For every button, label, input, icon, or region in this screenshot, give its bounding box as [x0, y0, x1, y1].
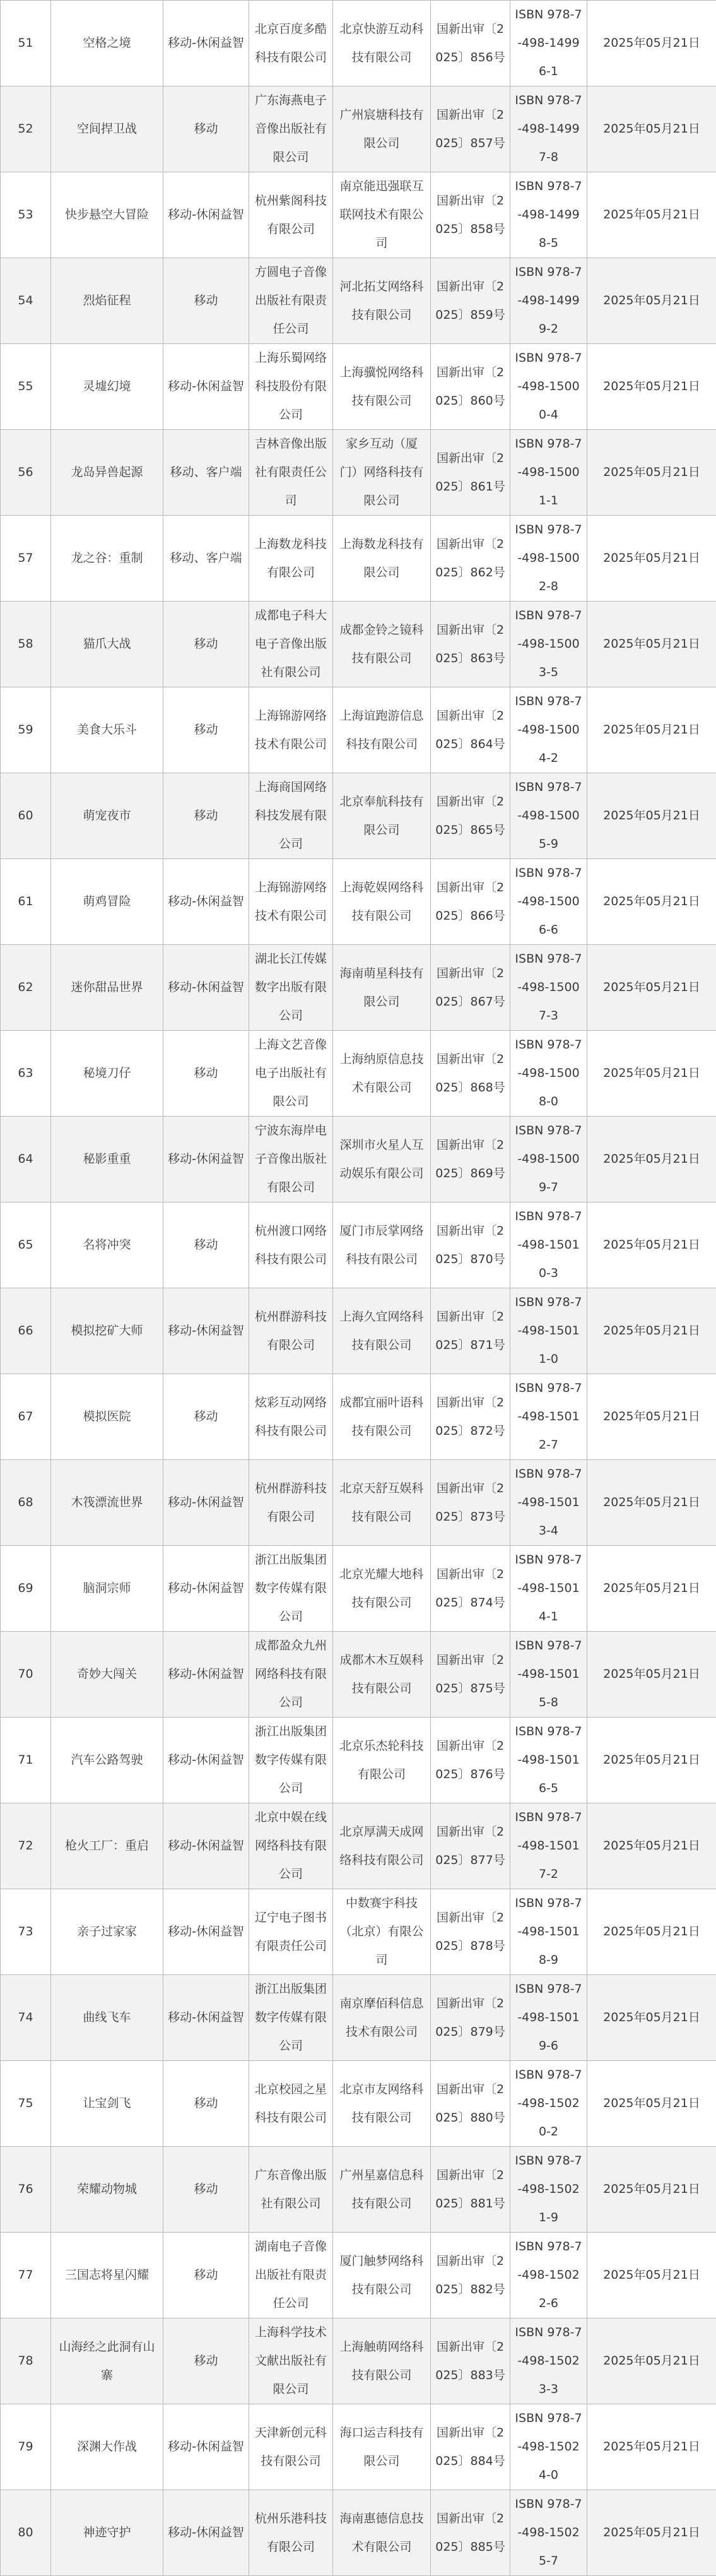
game-category-cell: 移动-休闲益智 — [163, 172, 249, 258]
approval-number-cell: 国新出审〔2025〕865号 — [431, 773, 510, 859]
row-number-cell: 75 — [1, 2061, 51, 2147]
operator-name-cell: 上海久宜网络科技有限公司 — [333, 1288, 431, 1374]
row-number-cell: 66 — [1, 1288, 51, 1374]
table-row — [1, 1803, 716, 1889]
publisher-name-cell: 成都电子科大电子音像出版社有限公司 — [249, 602, 333, 687]
game-category-cell: 移动 — [163, 2061, 249, 2147]
row-number-cell: 54 — [1, 258, 51, 344]
isbn-number-cell: ISBN 978-7-498-15019-6 — [510, 1975, 587, 2061]
table-row — [1, 1632, 716, 1718]
publisher-name-cell: 湖北长江传媒数字出版有限公司 — [249, 945, 333, 1031]
game-name-cell: 快步悬空大冒险 — [51, 172, 163, 258]
game-name-cell: 名将冲突 — [51, 1202, 163, 1288]
approval-number-cell: 国新出审〔2025〕861号 — [431, 430, 510, 516]
operator-name-cell: 上海数龙科技有限公司 — [333, 516, 431, 602]
approval-number-cell: 国新出审〔2025〕881号 — [431, 2147, 510, 2233]
table-row — [1, 1202, 716, 1288]
publisher-name-cell: 浙江出版集团数字传媒有限公司 — [249, 1546, 333, 1632]
publisher-name-cell: 北京百度多酷科技有限公司 — [249, 1, 333, 86]
approval-date-cell: 2025年05月21日 — [587, 1374, 716, 1460]
approval-date-cell: 2025年05月21日 — [587, 1546, 716, 1632]
isbn-number-cell: ISBN 978-7-498-15000-4 — [510, 344, 587, 430]
game-name-cell: 秘影重重 — [51, 1117, 163, 1202]
isbn-number-cell: ISBN 978-7-498-15024-0 — [510, 2404, 587, 2490]
game-name-cell: 龙之谷：重制 — [51, 516, 163, 602]
publisher-name-cell: 天津新创元科技有限公司 — [249, 2404, 333, 2490]
approval-date-cell: 2025年05月21日 — [587, 86, 716, 172]
publisher-name-cell: 上海科学技术文献出版社有限公司 — [249, 2318, 333, 2404]
row-number-cell: 78 — [1, 2318, 51, 2404]
isbn-number-cell: ISBN 978-7-498-15025-7 — [510, 2490, 587, 2576]
game-name-cell: 美食大乐斗 — [51, 687, 163, 773]
operator-name-cell: 成都木木互娱科技有限公司 — [333, 1632, 431, 1718]
operator-name-cell: 北京天舒互娱科技有限公司 — [333, 1460, 431, 1546]
isbn-number-cell: ISBN 978-7-498-15001-1 — [510, 430, 587, 516]
isbn-number-cell: ISBN 978-7-498-14999-2 — [510, 258, 587, 344]
row-number-cell: 65 — [1, 1202, 51, 1288]
row-number-cell: 68 — [1, 1460, 51, 1546]
approval-date-cell: 2025年05月21日 — [587, 2490, 716, 2576]
operator-name-cell: 中数赛宇科技（北京）有限公司 — [333, 1889, 431, 1975]
isbn-number-cell: ISBN 978-7-498-15016-5 — [510, 1718, 587, 1803]
game-category-cell: 移动 — [163, 1374, 249, 1460]
game-category-cell: 移动-休闲益智 — [163, 1288, 249, 1374]
table-row — [1, 2318, 716, 2404]
game-category-cell: 移动 — [163, 773, 249, 859]
game-category-cell: 移动 — [163, 1031, 249, 1117]
operator-name-cell: 家乡互动（厦门）网络科技有限公司 — [333, 430, 431, 516]
publisher-name-cell: 浙江出版集团数字传媒有限公司 — [249, 1975, 333, 2061]
game-category-cell: 移动 — [163, 86, 249, 172]
row-number-cell: 70 — [1, 1632, 51, 1718]
table-row — [1, 1460, 716, 1546]
isbn-number-cell: ISBN 978-7-498-15010-3 — [510, 1202, 587, 1288]
approval-number-cell: 国新出审〔2025〕864号 — [431, 687, 510, 773]
game-name-cell: 神迹守护 — [51, 2490, 163, 2576]
approval-number-cell: 国新出审〔2025〕877号 — [431, 1803, 510, 1889]
approval-date-cell: 2025年05月21日 — [587, 430, 716, 516]
publisher-name-cell: 上海锦游网络技术有限公司 — [249, 687, 333, 773]
table-row — [1, 1718, 716, 1803]
operator-name-cell: 北京乐杰轮科技有限公司 — [333, 1718, 431, 1803]
approval-date-cell: 2025年05月21日 — [587, 258, 716, 344]
row-number-cell: 56 — [1, 430, 51, 516]
approval-date-cell: 2025年05月21日 — [587, 516, 716, 602]
operator-name-cell: 南京能迅强联互联网技术有限公司 — [333, 172, 431, 258]
row-number-cell: 79 — [1, 2404, 51, 2490]
isbn-number-cell: ISBN 978-7-498-15012-7 — [510, 1374, 587, 1460]
table-row — [1, 1374, 716, 1460]
game-category-cell: 移动 — [163, 2147, 249, 2233]
table-row — [1, 687, 716, 773]
isbn-number-cell: ISBN 978-7-498-15018-9 — [510, 1889, 587, 1975]
table-row — [1, 344, 716, 430]
approval-number-cell: 国新出审〔2025〕883号 — [431, 2318, 510, 2404]
approval-date-cell: 2025年05月21日 — [587, 2404, 716, 2490]
approval-date-cell: 2025年05月21日 — [587, 2061, 716, 2147]
publisher-name-cell: 上海文艺音像电子出版社有限公司 — [249, 1031, 333, 1117]
publisher-name-cell: 杭州乐港科技有限公司 — [249, 2490, 333, 2576]
table-row — [1, 859, 716, 945]
approval-date-cell: 2025年05月21日 — [587, 1632, 716, 1718]
isbn-number-cell: ISBN 978-7-498-15002-8 — [510, 516, 587, 602]
operator-name-cell: 上海纳原信息技术有限公司 — [333, 1031, 431, 1117]
isbn-number-cell: ISBN 978-7-498-15011-0 — [510, 1288, 587, 1374]
publisher-name-cell: 炫彩互动网络科技有限公司 — [249, 1374, 333, 1460]
publisher-name-cell: 宁波东海岸电子音像出版社有限公司 — [249, 1117, 333, 1202]
table-row — [1, 1117, 716, 1202]
operator-name-cell: 海口运吉科技有限公司 — [333, 2404, 431, 2490]
approval-date-cell: 2025年05月21日 — [587, 1, 716, 86]
table-row — [1, 430, 716, 516]
row-number-cell: 57 — [1, 516, 51, 602]
operator-name-cell: 厦门触梦网络科技有限公司 — [333, 2233, 431, 2318]
approval-number-cell: 国新出审〔2025〕884号 — [431, 2404, 510, 2490]
game-name-cell: 枪火工厂：重启 — [51, 1803, 163, 1889]
table-row — [1, 2490, 716, 2576]
game-category-cell: 移动-休闲益智 — [163, 1460, 249, 1546]
table-row — [1, 2147, 716, 2233]
isbn-number-cell: ISBN 978-7-498-15015-8 — [510, 1632, 587, 1718]
row-number-cell: 62 — [1, 945, 51, 1031]
operator-name-cell: 成都金铃之镜科技有限公司 — [333, 602, 431, 687]
approval-number-cell: 国新出审〔2025〕879号 — [431, 1975, 510, 2061]
approval-date-cell: 2025年05月21日 — [587, 344, 716, 430]
isbn-number-cell: ISBN 978-7-498-15013-4 — [510, 1460, 587, 1546]
game-name-cell: 山海经之此洞有山寨 — [51, 2318, 163, 2404]
table-row — [1, 945, 716, 1031]
game-name-cell: 空格之境 — [51, 1, 163, 86]
game-name-cell: 烈焰征程 — [51, 258, 163, 344]
game-category-cell: 移动-休闲益智 — [163, 2404, 249, 2490]
operator-name-cell: 北京快游互动科技有限公司 — [333, 1, 431, 86]
operator-name-cell: 上海乾娱网络科技有限公司 — [333, 859, 431, 945]
row-number-cell: 69 — [1, 1546, 51, 1632]
game-name-cell: 亲子过家家 — [51, 1889, 163, 1975]
game-name-cell: 猫爪大战 — [51, 602, 163, 687]
publisher-name-cell: 成都盈众九州网络科技有限公司 — [249, 1632, 333, 1718]
table-row — [1, 1889, 716, 1975]
game-category-cell: 移动-休闲益智 — [163, 1117, 249, 1202]
isbn-number-cell: ISBN 978-7-498-15020-2 — [510, 2061, 587, 2147]
publisher-name-cell: 吉林音像出版社有限责任公司 — [249, 430, 333, 516]
approval-date-cell: 2025年05月21日 — [587, 1889, 716, 1975]
publisher-name-cell: 杭州紫阁科技有限公司 — [249, 172, 333, 258]
approval-date-cell: 2025年05月21日 — [587, 2147, 716, 2233]
isbn-number-cell: ISBN 978-7-498-15021-9 — [510, 2147, 587, 2233]
approval-date-cell: 2025年05月21日 — [587, 1202, 716, 1288]
operator-name-cell: 北京光耀大地科技有限公司 — [333, 1546, 431, 1632]
game-category-cell: 移动-休闲益智 — [163, 344, 249, 430]
approval-date-cell: 2025年05月21日 — [587, 1117, 716, 1202]
table-row — [1, 258, 716, 344]
row-number-cell: 59 — [1, 687, 51, 773]
game-category-cell: 移动 — [163, 2233, 249, 2318]
row-number-cell: 80 — [1, 2490, 51, 2576]
table-row — [1, 1975, 716, 2061]
row-number-cell: 55 — [1, 344, 51, 430]
publisher-name-cell: 杭州渡口网络科技有限公司 — [249, 1202, 333, 1288]
publisher-name-cell: 广东音像出版社有限公司 — [249, 2147, 333, 2233]
publisher-name-cell: 上海锦游网络技术有限公司 — [249, 859, 333, 945]
publisher-name-cell: 上海商国网络科技发展有限公司 — [249, 773, 333, 859]
table-row — [1, 1288, 716, 1374]
operator-name-cell: 上海触萌网络科技有限公司 — [333, 2318, 431, 2404]
approval-number-cell: 国新出审〔2025〕863号 — [431, 602, 510, 687]
approval-number-cell: 国新出审〔2025〕860号 — [431, 344, 510, 430]
approval-number-cell: 国新出审〔2025〕871号 — [431, 1288, 510, 1374]
game-name-cell: 脑洞宗师 — [51, 1546, 163, 1632]
approval-number-cell: 国新出审〔2025〕873号 — [431, 1460, 510, 1546]
row-number-cell: 61 — [1, 859, 51, 945]
row-number-cell: 53 — [1, 172, 51, 258]
row-number-cell: 67 — [1, 1374, 51, 1460]
isbn-number-cell: ISBN 978-7-498-15014-1 — [510, 1546, 587, 1632]
game-category-cell: 移动-休闲益智 — [163, 859, 249, 945]
table-row — [1, 602, 716, 687]
game-name-cell: 深渊大作战 — [51, 2404, 163, 2490]
approval-number-cell: 国新出审〔2025〕878号 — [431, 1889, 510, 1975]
table-row — [1, 2233, 716, 2318]
approval-number-cell: 国新出审〔2025〕870号 — [431, 1202, 510, 1288]
publisher-name-cell: 上海乐蜀网络科技股份有限公司 — [249, 344, 333, 430]
isbn-number-cell: ISBN 978-7-498-15009-7 — [510, 1117, 587, 1202]
game-name-cell: 萌鸡冒险 — [51, 859, 163, 945]
table-body — [1, 1, 716, 2576]
game-category-cell: 移动-休闲益智 — [163, 945, 249, 1031]
approval-date-cell: 2025年05月21日 — [587, 1031, 716, 1117]
game-category-cell: 移动-休闲益智 — [163, 1975, 249, 2061]
approval-number-cell: 国新出审〔2025〕862号 — [431, 516, 510, 602]
operator-name-cell: 广州星嘉信息科技有限公司 — [333, 2147, 431, 2233]
approval-number-cell: 国新出审〔2025〕866号 — [431, 859, 510, 945]
isbn-number-cell: ISBN 978-7-498-14998-5 — [510, 172, 587, 258]
approval-date-cell: 2025年05月21日 — [587, 1460, 716, 1546]
game-category-cell: 移动-休闲益智 — [163, 1, 249, 86]
isbn-number-cell: ISBN 978-7-498-15022-6 — [510, 2233, 587, 2318]
operator-name-cell: 北京奉航科技有限公司 — [333, 773, 431, 859]
approval-date-cell: 2025年05月21日 — [587, 602, 716, 687]
publisher-name-cell: 浙江出版集团数字传媒有限公司 — [249, 1718, 333, 1803]
approval-date-cell: 2025年05月21日 — [587, 1718, 716, 1803]
game-category-cell: 移动-休闲益智 — [163, 1803, 249, 1889]
approval-number-cell: 国新出审〔2025〕875号 — [431, 1632, 510, 1718]
isbn-number-cell: ISBN 978-7-498-15003-5 — [510, 602, 587, 687]
approval-date-cell: 2025年05月21日 — [587, 2318, 716, 2404]
publisher-name-cell: 广东海燕电子音像出版社有限公司 — [249, 86, 333, 172]
game-name-cell: 模拟挖矿大师 — [51, 1288, 163, 1374]
game-name-cell: 汽车公路驾驶 — [51, 1718, 163, 1803]
operator-name-cell: 河北拓艾网络科技有限公司 — [333, 258, 431, 344]
table-row — [1, 1, 716, 86]
game-category-cell: 移动-休闲益智 — [163, 1889, 249, 1975]
row-number-cell: 73 — [1, 1889, 51, 1975]
isbn-number-cell: ISBN 978-7-498-15008-0 — [510, 1031, 587, 1117]
isbn-number-cell: ISBN 978-7-498-15023-3 — [510, 2318, 587, 2404]
approval-date-cell: 2025年05月21日 — [587, 945, 716, 1031]
operator-name-cell: 厦门市辰掌网络科技有限公司 — [333, 1202, 431, 1288]
operator-name-cell: 成都宜丽叶语科技有限公司 — [333, 1374, 431, 1460]
operator-name-cell: 上海谊跑游信息科技有限公司 — [333, 687, 431, 773]
approval-date-cell: 2025年05月21日 — [587, 172, 716, 258]
publisher-name-cell: 辽宁电子图书有限责任公司 — [249, 1889, 333, 1975]
publisher-name-cell: 北京校园之星科技有限公司 — [249, 2061, 333, 2147]
operator-name-cell: 深圳市火星人互动娱乐有限公司 — [333, 1117, 431, 1202]
row-number-cell: 71 — [1, 1718, 51, 1803]
game-category-cell: 移动-休闲益智 — [163, 1718, 249, 1803]
approval-date-cell: 2025年05月21日 — [587, 2233, 716, 2318]
row-number-cell: 52 — [1, 86, 51, 172]
game-category-cell: 移动 — [163, 687, 249, 773]
isbn-number-cell: ISBN 978-7-498-14997-8 — [510, 86, 587, 172]
isbn-number-cell: ISBN 978-7-498-15006-6 — [510, 859, 587, 945]
approval-date-cell: 2025年05月21日 — [587, 773, 716, 859]
game-name-cell: 荣耀动物城 — [51, 2147, 163, 2233]
table-row — [1, 2404, 716, 2490]
publisher-name-cell: 北京中娱在线网络科技有限公司 — [249, 1803, 333, 1889]
approval-number-cell: 国新出审〔2025〕880号 — [431, 2061, 510, 2147]
operator-name-cell: 海南惠德信息技术有限公司 — [333, 2490, 431, 2576]
row-number-cell: 60 — [1, 773, 51, 859]
row-number-cell: 77 — [1, 2233, 51, 2318]
table-row — [1, 1031, 716, 1117]
approval-number-cell: 国新出审〔2025〕867号 — [431, 945, 510, 1031]
operator-name-cell: 上海骥悦网络科技有限公司 — [333, 344, 431, 430]
operator-name-cell: 北京厚满天成网络科技有限公司 — [333, 1803, 431, 1889]
approval-number-cell: 国新出审〔2025〕874号 — [431, 1546, 510, 1632]
game-name-cell: 奇妙大闯关 — [51, 1632, 163, 1718]
approval-number-cell: 国新出审〔2025〕868号 — [431, 1031, 510, 1117]
table-row — [1, 1546, 716, 1632]
game-category-cell: 移动 — [163, 602, 249, 687]
game-name-cell: 模拟医院 — [51, 1374, 163, 1460]
operator-name-cell: 广州宸塘科技有限公司 — [333, 86, 431, 172]
game-category-cell: 移动-休闲益智 — [163, 1546, 249, 1632]
table-row — [1, 86, 716, 172]
publisher-name-cell: 上海数龙科技有限公司 — [249, 516, 333, 602]
isbn-number-cell: ISBN 978-7-498-15004-2 — [510, 687, 587, 773]
approval-date-cell: 2025年05月21日 — [587, 1803, 716, 1889]
game-name-cell: 曲线飞车 — [51, 1975, 163, 2061]
approval-number-cell: 国新出审〔2025〕876号 — [431, 1718, 510, 1803]
game-name-cell: 龙岛异兽起源 — [51, 430, 163, 516]
approval-date-cell: 2025年05月21日 — [587, 1975, 716, 2061]
game-name-cell: 空间捍卫战 — [51, 86, 163, 172]
operator-name-cell: 海南萌星科技有限公司 — [333, 945, 431, 1031]
game-category-cell: 移动 — [163, 258, 249, 344]
game-category-cell: 移动 — [163, 2318, 249, 2404]
row-number-cell: 72 — [1, 1803, 51, 1889]
row-number-cell: 63 — [1, 1031, 51, 1117]
row-number-cell: 64 — [1, 1117, 51, 1202]
game-category-cell: 移动-休闲益智 — [163, 1632, 249, 1718]
row-number-cell: 51 — [1, 1, 51, 86]
game-name-cell: 秘境刀仔 — [51, 1031, 163, 1117]
row-number-cell: 58 — [1, 602, 51, 687]
isbn-number-cell: ISBN 978-7-498-15017-2 — [510, 1803, 587, 1889]
table-row — [1, 773, 716, 859]
game-category-cell: 移动、客户端 — [163, 430, 249, 516]
operator-name-cell: 北京市友网络科技有限公司 — [333, 2061, 431, 2147]
row-number-cell: 76 — [1, 2147, 51, 2233]
game-category-cell: 移动-休闲益智 — [163, 2490, 249, 2576]
game-name-cell: 迷你甜品世界 — [51, 945, 163, 1031]
approval-number-cell: 国新出审〔2025〕856号 — [431, 1, 510, 86]
approval-number-cell: 国新出审〔2025〕869号 — [431, 1117, 510, 1202]
publisher-name-cell: 方圆电子音像出版社有限责任公司 — [249, 258, 333, 344]
game-category-cell: 移动 — [163, 1202, 249, 1288]
table-row — [1, 172, 716, 258]
game-name-cell: 木筏漂流世界 — [51, 1460, 163, 1546]
isbn-number-cell: ISBN 978-7-498-14996-1 — [510, 1, 587, 86]
game-category-cell: 移动、客户端 — [163, 516, 249, 602]
isbn-number-cell: ISBN 978-7-498-15007-3 — [510, 945, 587, 1031]
publisher-name-cell: 杭州群游科技有限公司 — [249, 1288, 333, 1374]
approval-date-cell: 2025年05月21日 — [587, 859, 716, 945]
publisher-name-cell: 湖南电子音像出版社有限责任公司 — [249, 2233, 333, 2318]
row-number-cell: 74 — [1, 1975, 51, 2061]
approval-number-cell: 国新出审〔2025〕858号 — [431, 172, 510, 258]
game-name-cell: 萌宠夜市 — [51, 773, 163, 859]
game-name-cell: 让宝剑飞 — [51, 2061, 163, 2147]
isbn-number-cell: ISBN 978-7-498-15005-9 — [510, 773, 587, 859]
operator-name-cell: 南京摩佰科信息技术有限公司 — [333, 1975, 431, 2061]
approval-number-cell: 国新出审〔2025〕882号 — [431, 2233, 510, 2318]
approval-number-cell: 国新出审〔2025〕872号 — [431, 1374, 510, 1460]
approval-number-cell: 国新出审〔2025〕885号 — [431, 2490, 510, 2576]
table-row — [1, 2061, 716, 2147]
approval-number-cell: 国新出审〔2025〕859号 — [431, 258, 510, 344]
approval-date-cell: 2025年05月21日 — [587, 1288, 716, 1374]
approval-number-cell: 国新出审〔2025〕857号 — [431, 86, 510, 172]
approval-date-cell: 2025年05月21日 — [587, 687, 716, 773]
publisher-name-cell: 杭州群游科技有限公司 — [249, 1460, 333, 1546]
game-name-cell: 三国志将星闪耀 — [51, 2233, 163, 2318]
table-row — [1, 516, 716, 602]
game-name-cell: 灵墟幻境 — [51, 344, 163, 430]
